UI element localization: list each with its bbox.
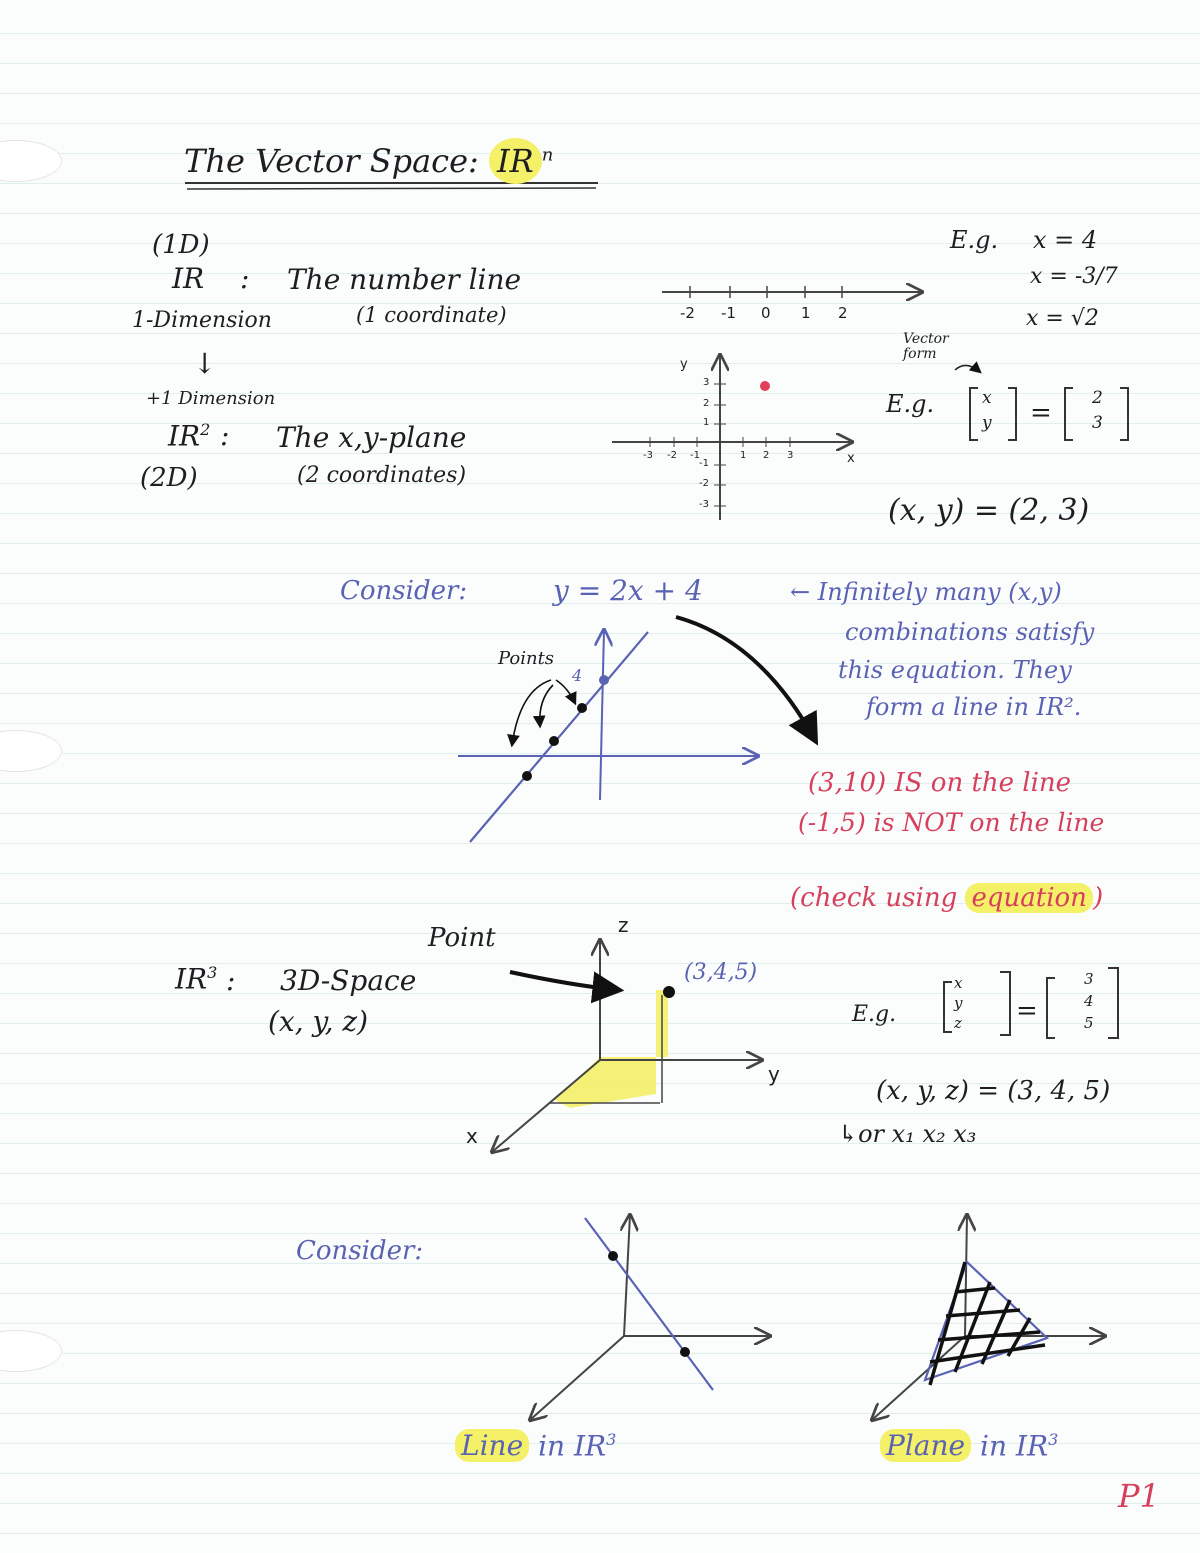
note-line: ← Infinitely many (x,y) <box>790 578 1062 606</box>
vec3-entry: z <box>954 1014 962 1032</box>
equation: y = 2x + 4 <box>553 574 703 607</box>
r1-example: x = -3/7 <box>1030 264 1118 289</box>
r2-coord: (2 coordinates) <box>297 463 467 488</box>
consider2-label: Consider: <box>296 1236 424 1266</box>
vec-entry: y <box>982 413 992 433</box>
plus-one-dimension: +1 Dimension <box>146 388 276 409</box>
r2-pair: (x, y) = (2, 3) <box>888 493 1090 528</box>
r3-coords: (x, y, z) <box>268 1005 369 1038</box>
equation-highlight: equation <box>965 883 1092 913</box>
check-note: (check using equation ) <box>790 883 1104 913</box>
numberline-tick: -2 <box>680 304 695 322</box>
title-underline <box>185 183 598 189</box>
r1-tag: (1D) <box>152 230 210 260</box>
r3-symbol: $IR^3$ <box>175 962 218 996</box>
y-tick: -3 <box>699 499 709 510</box>
y-tick: 1 <box>703 417 710 428</box>
r1-dim: 1-Dimension <box>132 308 272 333</box>
r1-colon: : <box>240 262 250 295</box>
point-coords: (3,4,5) <box>684 960 758 985</box>
not-on-line-note: (-1,5) is NOT on the line <box>798 808 1105 837</box>
point-2-3 <box>760 381 770 391</box>
y-tick: -1 <box>699 458 709 469</box>
note-line: combinations satisfy <box>845 618 1095 646</box>
note-line: this equation. They <box>838 656 1072 684</box>
vec3-entry: 5 <box>1084 1014 1094 1032</box>
x-tick: -3 <box>643 450 653 461</box>
r2-tag: (2D) <box>140 463 198 493</box>
x-axis-label-3d: x <box>466 1124 478 1148</box>
line-in-r3-sketch <box>530 1215 770 1420</box>
down-arrow-icon: ↓ <box>193 347 217 380</box>
plane-in-r3-sketch <box>872 1215 1105 1420</box>
y-tick: 3 <box>703 377 710 388</box>
vec3-entry: y <box>954 994 963 1012</box>
r1-symbol: IR <box>172 262 205 295</box>
y-tick: 2 <box>703 398 710 409</box>
y-axis-label-3d: y <box>768 1062 780 1086</box>
vec-entry: x <box>982 388 992 408</box>
r3-eg: E.g. <box>852 1002 897 1027</box>
r1-example: x = √2 <box>1026 306 1099 331</box>
vec3-entry: x <box>954 974 963 992</box>
numberline-tick: 2 <box>838 304 848 322</box>
x-tick: 1 <box>740 450 747 461</box>
r1-coord: (1 coordinate) <box>356 303 507 327</box>
number-line <box>662 286 922 298</box>
page-number: P1 <box>1118 1477 1160 1515</box>
plane-caption-highlight: Plane <box>880 1429 971 1462</box>
vec3-entry: 3 <box>1084 970 1094 988</box>
x-tick: -2 <box>667 450 677 461</box>
note-line: form a line in IR². <box>866 693 1082 721</box>
xy-plane <box>612 355 852 520</box>
big-curved-arrow <box>676 617 815 740</box>
vec-entry: 2 <box>1092 388 1103 408</box>
numberline-tick: -1 <box>721 304 736 322</box>
x-tick: 2 <box>763 450 770 461</box>
r2-symbol: $IR^2$ <box>168 419 211 453</box>
plane-caption: Plane in $IR^3$ <box>880 1432 1058 1460</box>
r3-triple: (x, y, z) = (3, 4, 5) <box>876 1076 1111 1106</box>
x-tick: 3 <box>787 450 794 461</box>
vec-equals: = <box>1030 398 1052 428</box>
r2-colon: : <box>220 419 230 452</box>
numberline-tick: 0 <box>761 304 771 322</box>
vec-entry: 3 <box>1092 413 1103 433</box>
vector-form-label: Vector form <box>903 331 949 363</box>
r2-eg: E.g. <box>886 390 935 418</box>
vec3-entry: 4 <box>1084 992 1094 1010</box>
r1-example: x = 4 <box>1033 226 1098 254</box>
y-axis-label: y <box>680 357 688 372</box>
y-tick: -2 <box>699 478 709 489</box>
title-symbol: IR <box>489 138 542 184</box>
r1-eg: E.g. <box>950 226 999 254</box>
page-title: The Vector Space: IR $^n$ <box>184 145 553 177</box>
r3-alt: ↳or x₁ x₂ x₃ <box>838 1120 977 1148</box>
points-label: Points <box>498 648 555 669</box>
r2-desc: The x,y-plane <box>276 421 467 454</box>
x-axis-label: x <box>847 451 855 466</box>
on-line-note: (3,10) IS on the line <box>808 768 1072 798</box>
intercept-label: 4 <box>572 666 583 685</box>
line-caption-highlight: Line <box>455 1429 529 1462</box>
r3-desc: 3D-Space <box>280 964 417 997</box>
line-caption: Line in $IR^3$ <box>455 1432 616 1460</box>
r3-colon: : <box>226 964 236 997</box>
z-axis-label: z <box>618 913 629 937</box>
vec3-equals: = <box>1016 996 1038 1026</box>
point-label: Point <box>428 923 496 953</box>
consider-label: Consider: <box>340 576 468 606</box>
vector-form-arrow <box>955 365 980 372</box>
r1-desc: The number line <box>287 263 522 296</box>
numberline-tick: 1 <box>801 304 811 322</box>
x-tick: -1 <box>690 450 700 461</box>
